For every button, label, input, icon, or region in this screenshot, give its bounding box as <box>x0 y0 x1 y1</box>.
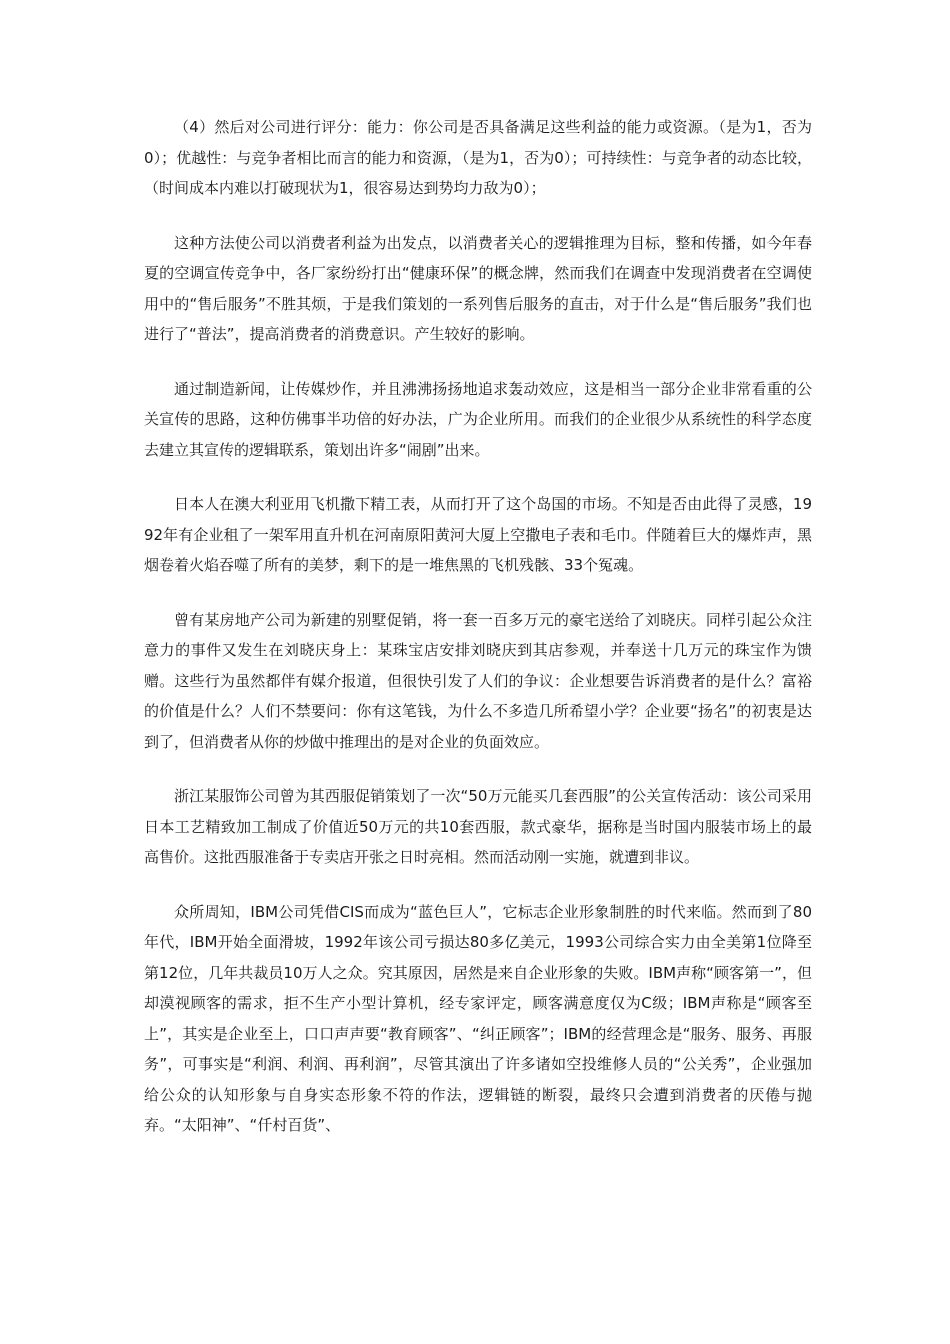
paragraph-real-estate-gift: 曾有某房地产公司为新建的别墅促销，将一套一百多万元的豪宅送给了刘晓庆。同样引起公众注意力的事件又发生在刘晓庆身上：某珠宝店安排刘晓庆到其店参观，并奉送十几万元的珠宝作为馈赠。这些行为虽然都伴有媒介报道，但很快引发了人们的争议：企业想要告诉消费者的是什么？富裕的价值是什么？人们不禁要问：你有这笔钱，为什么不多造几所希望小学？企业要“扬名”的初衷是达到了，但消费者从你的炒做中推理出的是对企业的负面效应。 <box>144 610 812 751</box>
paragraph-ibm-case: 众所周知，IBM公司凭借CIS而成为“蓝色巨人”，它标志企业形象制胜的时代来临。然而到了80年代，IBM开始全面滑坡，1992年该公司亏损达80多亿美元，1993公司综合实力由全美第1位降至第12位，几年共裁员10万人之众。究其原因，居然是来自企业形象的失败。IBM声称“顾客第一”，但却漠视顾客的需求，拒不生产小型计算机，经专家评定，顾客满意度仅为C级；IBM声称是“顾客至上”，其实是企业至上，口口声声要“教育顾客”、“纠正顾客”；IBM的经营理念是“服务、服务、再服务”，可事实是“利润、利润、再利润”，尽管其演出了许多诸如空投维修人员的“公关秀”，企业强加给公众的认知形象与自身实态形象不符的作法，逻辑链的断裂，最终只会遭到消费者的厌倦与抛弃。“太阳神”、“仟村百货”、 <box>144 902 812 1134</box>
paragraph-scoring: （4）然后对公司进行评分：能力：你公司是否具备满足这些利益的能力或资源。（是为1，否为0）；优越性：与竞争者相比而言的能力和资源，（是为1，否为0）；可持续性：与竞争者的动态比较，（时间成本内难以打破现状为1，很容易达到势均力敌为0）； <box>144 118 812 197</box>
document-body <box>144 112 812 1141</box>
paragraph-helicopter-incident: 日本人在澳大利亚用飞机撒下精工表，从而打开了这个岛国的市场。不知是否由此得了灵感，1992年有企业租了一架军用直升机在河南原阳黄河大厦上空撒电子表和毛巾。伴随着巨大的爆炸声，黑烟卷着火焰吞噬了所有的美梦，剩下的是一堆焦黑的飞机残骸、33个冤魂。 <box>144 495 812 574</box>
paragraph-news-making: 通过制造新闻，让传媒炒作，并且沸沸扬扬地追求轰动效应，这是相当一部分企业非常看重的公关宣传的思路，这种仿佛事半功倍的好办法，广为企业所用。而我们的企业很少从系统性的科学态度去建立其宣传的逻辑联系，策划出许多“闹剧”出来。 <box>144 379 812 459</box>
paragraph-suit-promotion: 浙江某服饰公司曾为其西服促销策划了一次“50万元能买几套西服”的公关宣传活动：该公司采用日本工艺精致加工制成了价值近50万元的共10套西服，款式豪华，据称是当时国内服装市场上的最高售价。这批西服准备于专卖店开张之日时亮相。然而活动刚一实施，就遭到非议。 <box>144 787 812 866</box>
paragraph-consumer-benefit: 这种方法使公司以消费者利益为出发点，以消费者关心的逻辑推理为目标，整和传播，如今年春夏的空调宣传竞争中，各厂家纷纷打出“健康环保”的概念牌，然而我们在调查中发现消费者在空调使用中的“售后服务”不胜其烦，于是我们策划的一系列售后服务的直击，对于什么是“售后服务”我们也进行了“普法”，提高消费者的消费意识。产生较好的影响。 <box>144 233 812 343</box>
